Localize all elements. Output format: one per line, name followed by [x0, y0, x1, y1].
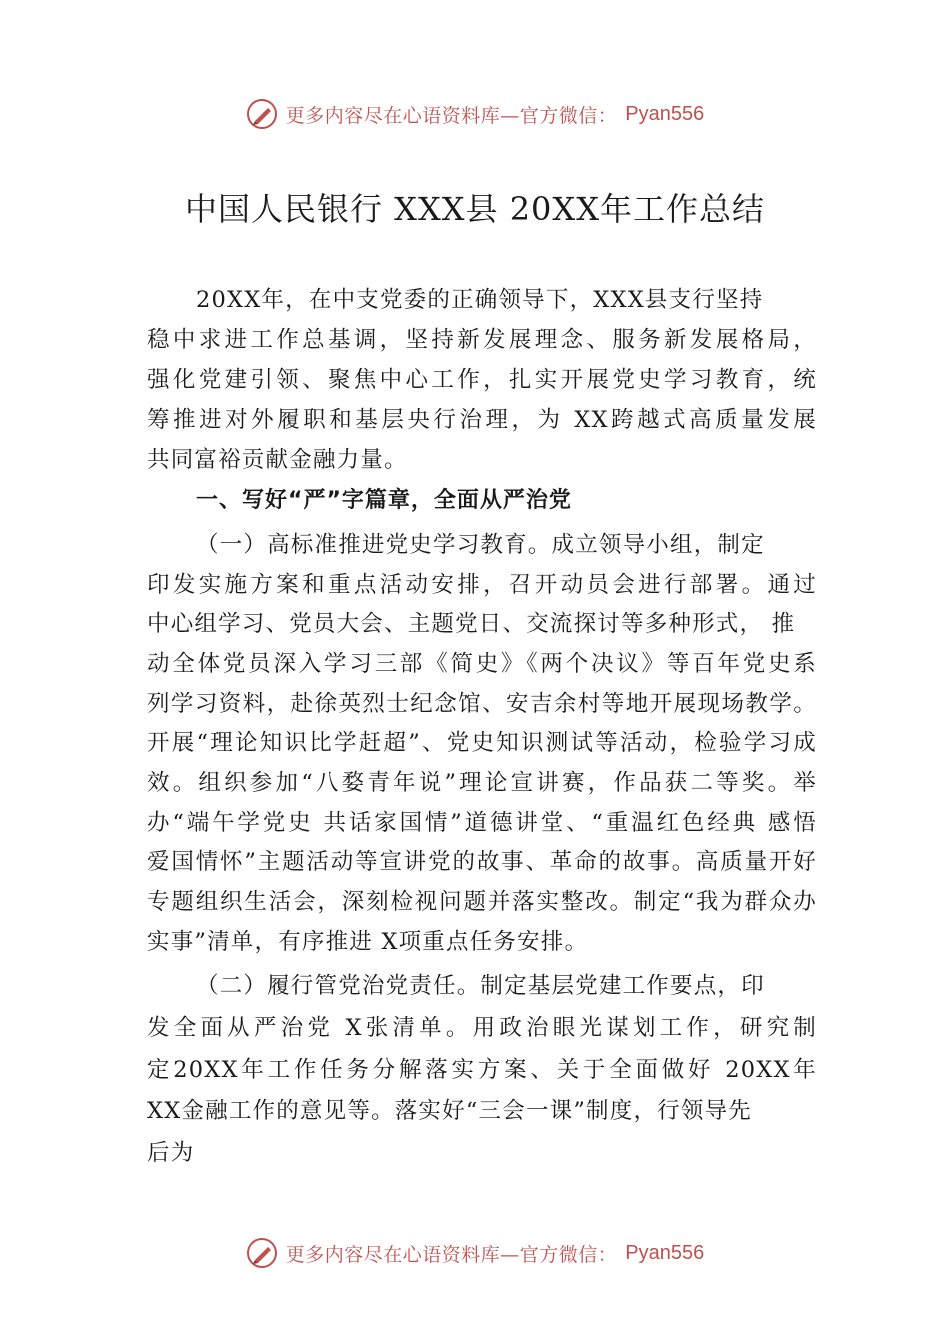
paragraph-line: 定20XX年工作任务分解落实方案、关于全面做好 20XX年 — [147, 1057, 817, 1083]
paragraph-line: 共同富裕贡献金融力量。 — [147, 447, 408, 473]
header-banner — [0, 94, 950, 134]
paragraph-line: 中心组学习、党员大会、主题党日、交流探讨等多种形式， 推 — [147, 611, 796, 637]
paragraph-line: 稳中求进工作总基调，坚持新发展理念、服务新发展格局， — [147, 327, 817, 353]
paragraph-line: 爱国情怀”主题活动等宣讲党的故事、革命的故事。高质量开好 — [147, 849, 817, 875]
paragraph-line: 后为 — [147, 1140, 195, 1166]
paragraph-line: 实事”清单，有序推进 X项重点任务安排。 — [147, 929, 589, 955]
paragraph-line: （二）履行管党治党责任。制定基层党建工作要点，印 — [196, 973, 765, 999]
paragraph-line: 专题组织生活会，深刻检视问题并落实整改。制定“我为群众办 — [147, 889, 817, 915]
paragraph-line: 发全面从严治党 X张清单。用政治眼光谋划工作，研究制 — [147, 1015, 817, 1041]
footer-banner — [0, 1233, 950, 1273]
paragraph-line: 印发实施方案和重点活动安排，召开动员会进行部署。通过 — [147, 572, 817, 598]
paragraph-line: 开展“理论知识比学赶超”、党史知识测试等活动，检验学习成 — [147, 730, 817, 756]
paragraph-line: 强化党建引领、聚焦中心工作，扎实开展党史学习教育，统 — [147, 367, 817, 393]
paragraph-line: XX金融工作的意见等。落实好“三会一课”制度，行领导先 — [147, 1098, 752, 1124]
banner-text: 更多内容尽在心语资料库—官方微信： — [285, 1243, 618, 1266]
paragraph-line: 动全体党员深入学习三部《简史》《两个决议》等百年党史系 — [147, 651, 817, 677]
banner-wechat-id: Pyan556 — [625, 1241, 705, 1264]
section-heading: 一、写好“严”字篇章，全面从严治党 — [196, 488, 572, 513]
page-title: 中国人民银行 XXX县 20XX年工作总结 — [185, 190, 765, 228]
pen-logo-icon — [246, 98, 278, 130]
paragraph-line: （一）高标准推进党史学习教育。成立领导小组，制定 — [196, 532, 765, 558]
pen-logo-icon — [246, 1237, 278, 1269]
banner-wechat-id: Pyan556 — [625, 102, 705, 125]
paragraph-line: 办“端午学党史 共话家国情”道德讲堂、“重温红色经典 感悟 — [147, 810, 817, 836]
paragraph-line: 列学习资料，赴徐英烈士纪念馆、安吉余村等地开展现场教学。 — [147, 691, 817, 717]
paragraph-line: 20XX年，在中支党委的正确领导下，XXX县支行坚持 — [196, 287, 764, 313]
paragraph-line: 筹推进对外履职和基层央行治理，为 XX跨越式高质量发展 — [147, 407, 817, 433]
paragraph-line: 效。组织参加“八婺青年说”理论宣讲赛，作品获二等奖。举 — [147, 770, 817, 796]
banner-text: 更多内容尽在心语资料库—官方微信： — [285, 104, 618, 127]
